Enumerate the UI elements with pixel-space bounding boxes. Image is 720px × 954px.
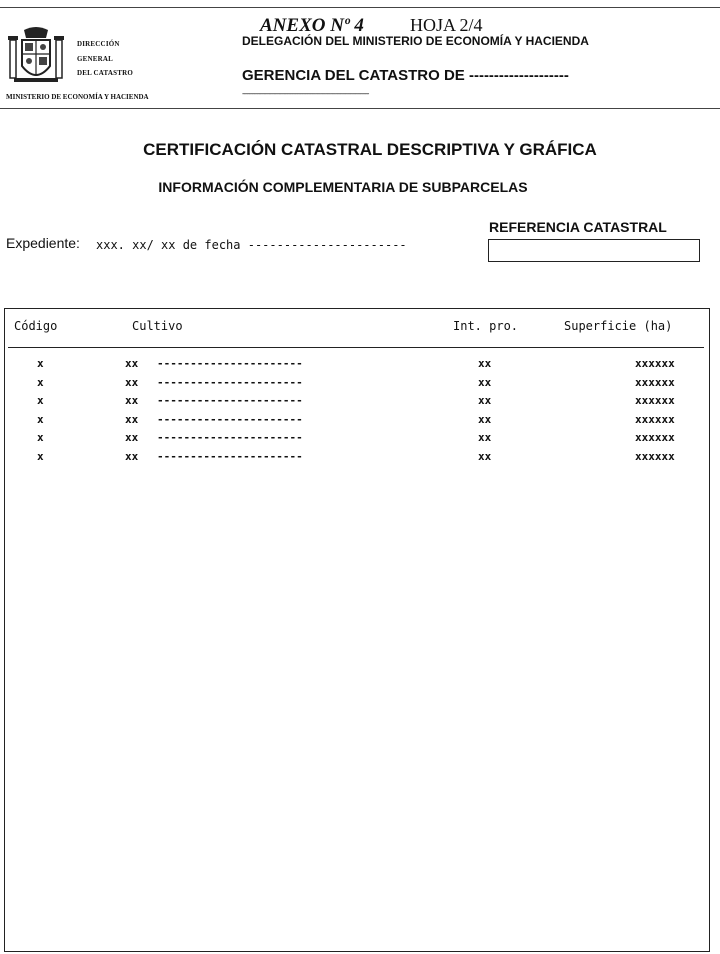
document-subtitle: INFORMACIÓN COMPLEMENTARIA DE SUBPARCELAS bbox=[158, 179, 528, 195]
row-codigo: x bbox=[37, 431, 44, 444]
row-codigo: x bbox=[37, 376, 44, 389]
hoja-number: HOJA 2/4 bbox=[410, 15, 483, 35]
referencia-label: REFERENCIA CATASTRAL bbox=[489, 219, 667, 235]
catastro-line: DEL CATASTRO bbox=[77, 69, 134, 77]
coat-of-arms-logo bbox=[8, 26, 64, 88]
subparcel-table bbox=[4, 308, 710, 952]
referencia-field[interactable] bbox=[488, 239, 700, 262]
row-superficie: xxxxxx bbox=[635, 450, 675, 463]
row-cultivo-desc: ---------------------- bbox=[157, 357, 303, 370]
row-codigo: x bbox=[37, 413, 44, 426]
col-header-superficie: Superficie (ha) bbox=[564, 319, 673, 333]
row-cultivo-desc: ---------------------- bbox=[157, 394, 303, 407]
row-int-pro: xx bbox=[478, 394, 492, 407]
row-int-pro: xx bbox=[478, 376, 492, 389]
row-cultivo-code: xx bbox=[125, 450, 139, 463]
gerencia-blank-line: ---------------------------------------------------------------------------- bbox=[242, 89, 369, 98]
row-cultivo-desc: ---------------------- bbox=[157, 413, 303, 426]
row-int-pro: xx bbox=[478, 431, 492, 444]
row-codigo: x bbox=[37, 357, 44, 370]
anexo-title: ANEXO Nº 4 bbox=[260, 15, 364, 36]
row-superficie: xxxxxx bbox=[635, 394, 675, 407]
ministry-name: MINISTERIO DE ECONOMÍA Y HACIENDA bbox=[6, 93, 149, 101]
row-superficie: xxxxxx bbox=[635, 431, 675, 444]
col-header-cultivo: Cultivo bbox=[132, 319, 183, 333]
row-cultivo-code: xx bbox=[125, 357, 139, 370]
row-superficie: xxxxxx bbox=[635, 413, 675, 426]
document-title: CERTIFICACIÓN CATASTRAL DESCRIPTIVA Y GRÁFICA bbox=[143, 140, 597, 159]
delegacion-text: DELEGACIÓN DEL MINISTERIO DE ECONOMÍA Y HACIENDA bbox=[242, 34, 589, 48]
row-cultivo-desc: ---------------------- bbox=[157, 450, 303, 463]
row-superficie: xxxxxx bbox=[635, 357, 675, 370]
row-cultivo-desc: ---------------------- bbox=[157, 431, 303, 444]
row-codigo: x bbox=[37, 394, 44, 407]
row-cultivo-code: xx bbox=[125, 431, 139, 444]
expediente-label: Expediente: bbox=[6, 235, 80, 251]
row-int-pro: xx bbox=[478, 450, 492, 463]
gerencia-text: GERENCIA DEL CATASTRO DE -------------------- bbox=[242, 67, 569, 84]
general-line: GENERAL bbox=[77, 55, 114, 63]
header-rule bbox=[0, 108, 720, 109]
row-codigo: x bbox=[37, 450, 44, 463]
col-header-int-pro: Int. pro. bbox=[453, 319, 519, 333]
col-header-codigo: Código bbox=[14, 319, 58, 333]
header-underline bbox=[8, 347, 704, 348]
row-cultivo-code: xx bbox=[125, 413, 139, 426]
direccion-line: DIRECCIÓN bbox=[77, 40, 120, 48]
row-cultivo-desc: ---------------------- bbox=[157, 376, 303, 389]
row-int-pro: xx bbox=[478, 357, 492, 370]
row-cultivo-code: xx bbox=[125, 394, 139, 407]
row-int-pro: xx bbox=[478, 413, 492, 426]
top-rule bbox=[0, 7, 720, 8]
expediente-value: xxx. xx/ xx de fecha ---------------------- bbox=[96, 238, 407, 252]
row-superficie: xxxxxx bbox=[635, 376, 675, 389]
row-cultivo-code: xx bbox=[125, 376, 139, 389]
